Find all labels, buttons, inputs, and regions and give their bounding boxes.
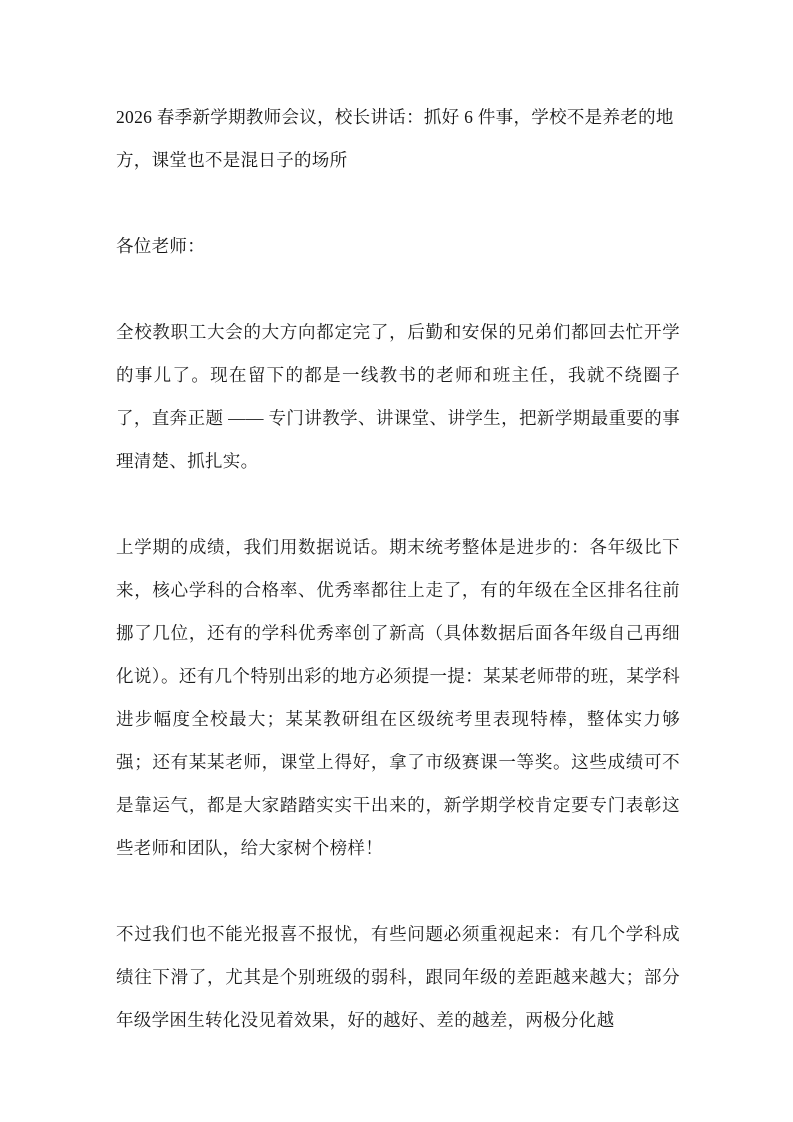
spacer-after-salutation [116, 268, 680, 311]
document-title-block [116, 0, 680, 182]
salutation: 各位老师： [116, 236, 205, 256]
spacer-after-title [116, 182, 680, 225]
body-paragraph-3: 不过我们也不能光报喜不报忧，有些问题必须重视起来：有几个学科成绩往下滑了，尤其是个别班级的弱科，跟同年级的差距越来越大；部分年级学困生转化没见着效果，好的越好、差的越差，两极分化越 [116, 924, 680, 1030]
spacer-after-paragraph-2 [116, 870, 680, 913]
spacer-after-paragraph-1 [116, 483, 680, 526]
document-title: 2026 春季新学期教师会议，校长讲话：抓好 6 件事，学校不是养老的地方，课堂也不是混日子的场所 [116, 107, 674, 170]
document-text-column [116, 0, 680, 1042]
body-paragraph-1: 全校教职工大会的大方向都定完了，后勤和安保的兄弟们都回去忙开学的事儿了。现在留下的都是一线教书的老师和班主任，我就不绕圈子了，直奔正题 —— 专门讲教学、讲课堂、讲学生，把新学期最重要的事理清楚、抓扎实。 [116, 322, 680, 471]
body-paragraph-2: 上学期的成绩，我们用数据说话。期末统考整体是进步的：各年级比下来，核心学科的合格率、优秀率都往上走了，有的年级在全区排名往前挪了几位，还有的学科优秀率创了新高（具体数据后面各年级自己再细化说）。还有几个特别出彩的地方必须提一提：某某老师带的班，某学科进步幅度全校最大；某某教研组在区级统考里表现特棒，整体实力够强；还有某某老师，课堂上得好，拿了市级赛课一等奖。这些成绩可不是靠运气，都是大家踏踏实实干出来的，新学期学校肯定要专门表彰这些老师和团队，给大家树个榜样！ [116, 537, 680, 858]
